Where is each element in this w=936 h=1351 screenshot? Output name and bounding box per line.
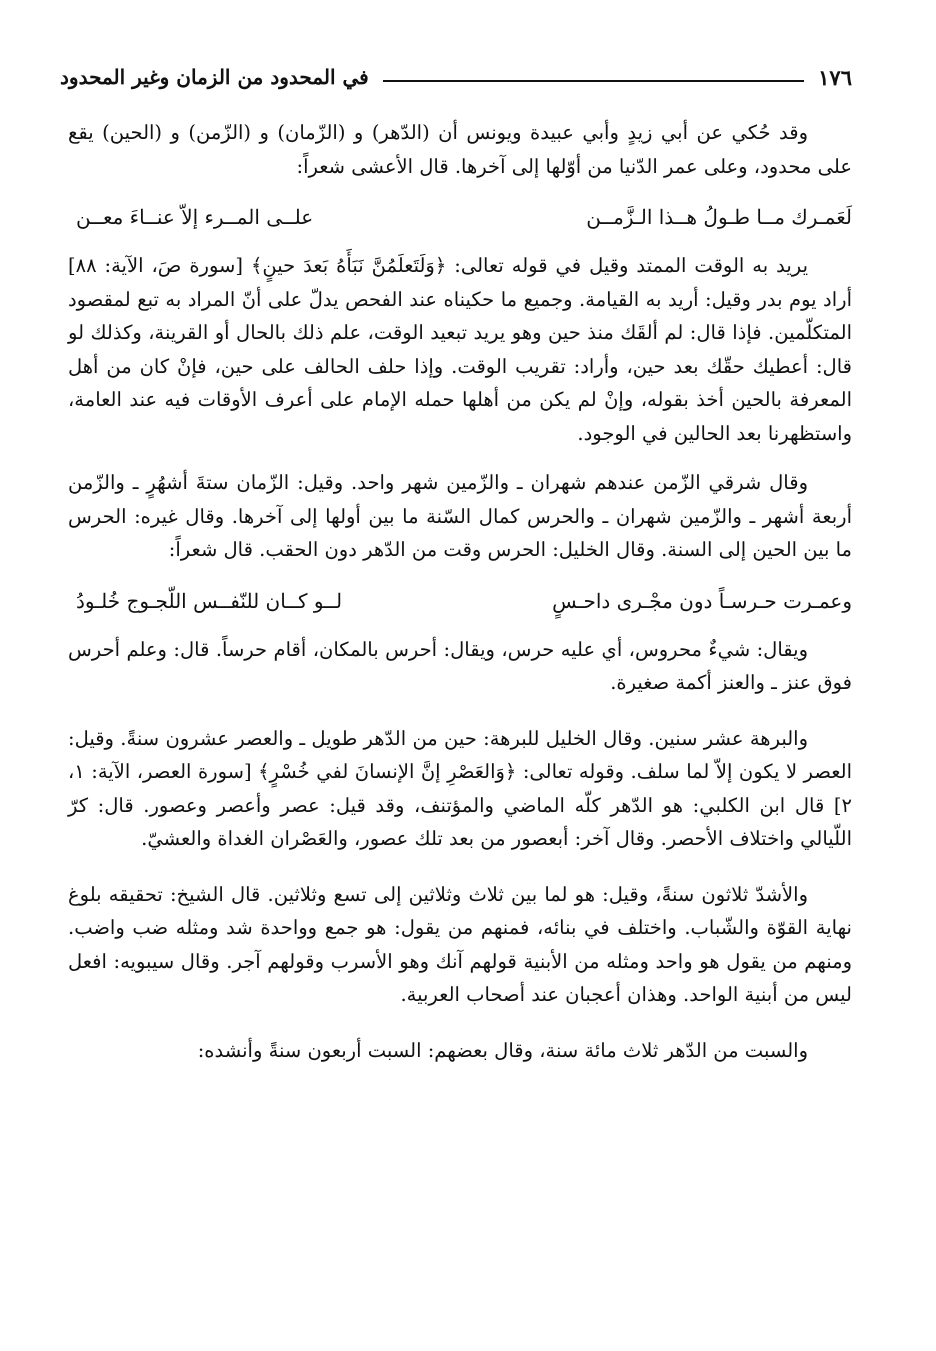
paragraph: ويقال: شيءٌ محروس، أي عليه حرس، ويقال: أحرس بالمكان، أقام حرساً. قال: وعلم أحرس فوق عنز ـ والعنز أكمة صغيرة. bbox=[68, 637, 852, 694]
running-header bbox=[60, 62, 852, 92]
verse-second-hemistich: علــى المــرء إلاّ عنــاءَ معــن bbox=[76, 205, 314, 229]
verse-second-hemistich: لــو كــان للنّفــس اللّجـوج خُلـودُ bbox=[76, 588, 343, 613]
paragraph: وقال شرقي الزّمن عندهم شهران ـ والزّمين شهر واحد. وقيل: الزّمان ستةَ أشهُرٍ ـ والزّمن أربعة أشهر ـ والزّمين شهران ـ والحرس كمال السّنة ما بين أولها إلى آخرها. وقال غيره: الحرس ما بين الحين إلى السنة. وقال الخليل: الحرس وقت من الدّهر دون الحقب. قال شعراً: bbox=[68, 471, 852, 561]
paragraph: والسبت من الدّهر ثلاث مائة سنة، وقال بعضهم: السبت أربعون سنةً وأنشده: bbox=[197, 1038, 808, 1062]
paragraph: والبرهة عشر سنين. وقال الخليل للبرهة: حين من الدّهر طويل ـ والعصر عشرون سنةً. وقيل: العصر لا يكون إلاّ لما سلف. وقوله تعالى: ﴿وَالعَصْرِ إنَّ الإنسانَ لفي خُسْرٍ﴾ [سورة العصر، الآية: ١، ٢] قال ابن الكلبي: هو الدّهر كلّه الماضي والمؤتنف، وقد قيل: عصر وأعصر وعصور. قال: كرّ اللّيالي واختلاف الأحصر. وقال آخر: أبعصور من بعد تلك عصور، والعَصْران الغداة والعشيّ. bbox=[68, 726, 852, 850]
paragraph: والأشدّ ثلاثون سنةً، وقيل: هو لما بين ثلاث وثلاثين إلى تسع وثلاثين. قال الشيخ: تحقيقه بلوغ نهاية القوّة والشّباب. واختلف في بنائه، فمنهم من يقول: هو جمع وواحدة شد ومثله ضب واضب. ومنهم من يقول هو واحد ومثله من الأبنية قولهم آنك وهو الأسرب وقولهم آجر. وقال سيبويه: افعل ليس من أبنية الواحد. وهذان أعجبان عند أصحاب العربية. bbox=[68, 882, 852, 1006]
verse-first-hemistich: وعمـرت حـرسـاً دون مجْـرى داحـسٍ bbox=[552, 588, 852, 613]
verse-line bbox=[68, 583, 852, 619]
verse-first-hemistich: لَعَمـرك مــا طـولُ هــذا الـزَّمــن bbox=[586, 205, 852, 229]
paragraph: وقد حُكي عن أبي زيدٍ وأبي عبيدة ويونس أن (الدّهر) و (الزّمان) و (الزّمن) و (الحين) يقع على محدود، وعلى عمر الدّنيا من أوّلها إلى آخرها. قال الأعشى شعراً: bbox=[68, 121, 852, 178]
verse-line bbox=[68, 199, 852, 235]
page-body bbox=[68, 116, 852, 1083]
chapter-title: في المحدود من الزمان وغير المحدود bbox=[60, 65, 369, 89]
page-number: ١٧٦ bbox=[818, 64, 852, 90]
paragraph: يريد به الوقت الممتد وقيل في قوله تعالى: ﴿وَلَتَعلَمُنَّ نَبَأَهُ بَعدَ حينٍ﴾ [سورة صَ، الآية: ٨٨] أراد يوم بدر وقيل: أريد به القيامة. وجميع ما حكيناه عند الفحص يدلّ على أنّ المراد به تبع لمقصود المتكلّمين. فإذا قال: لم ألقَك منذ حين وهو يريد تبعيد الوقت، علم ذلك بالحال أو القرينة، وكذلك لو قال: أعطيك حقّك بعد حين، وأراد: تقريب الوقت. وإذا حلف الحالف على حين، فإنْ كان من أهل المعرفة بالحين أخذ بقوله، وإنْ لم يكن من أهلها حمله الإمام على أعرف الأوقات فيه عند العامة، واستظهرنا بعد الحالين في الوجود. bbox=[68, 254, 852, 445]
header-rule bbox=[383, 80, 804, 82]
